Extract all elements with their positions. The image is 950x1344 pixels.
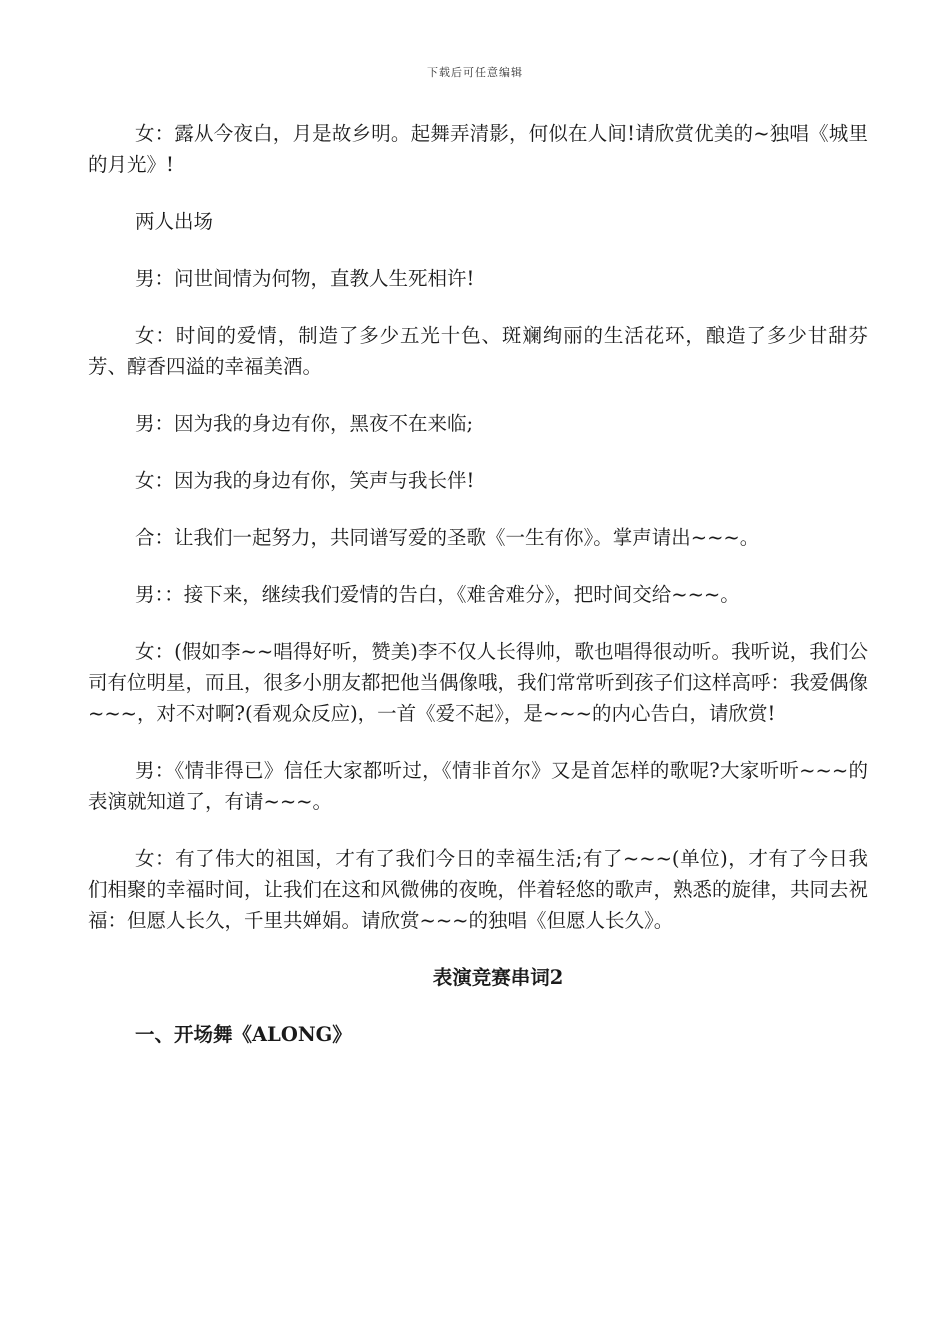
paragraph: 两人出场 <box>135 210 214 233</box>
paragraph: 女：时间的爱情，制造了多少五光十色、斑斓绚丽的生活花环，酿造了多少甘甜芬芳、醇香四溢的幸福美酒。 <box>88 324 868 378</box>
paragraph: 女：有了伟大的祖国，才有了我们今日的幸福生活;有了~~~(单位)，才有了今日我们相聚的幸福时间，让我们在这和风微佛的夜晚，伴着轻悠的歌声，熟悉的旋律，共同去祝福：但愿人长久，千里共婵娟。请欣赏~~~的独唱《但愿人长久》。 <box>88 847 869 932</box>
paragraph: 女：因为我的身边有你，笑声与我长伴! <box>135 469 475 492</box>
paragraph: 女：(假如李~~唱得好听，赞美)李不仅人长得帅，歌也唱得很动听。我听说，我们公司有位明星，而且，很多小朋友都把他当偶像哦，我们常常听到孩子们这样高呼：我爱偶像~~~，对不对啊?(看观众反应)，一首《爱不起》，是~~~的内心告白，请欣赏! <box>88 640 869 725</box>
paragraph: 女：露从今夜白，月是故乡明。起舞弄清影，何似在人间!请欣赏优美的~独唱《城里的月光》! <box>88 122 868 176</box>
paragraph: 男：问世间情为何物，直教人生死相许! <box>135 267 475 290</box>
page-header-note: 下载后可任意编辑 <box>427 66 523 79</box>
subsection-title: 一、开场舞《ALONG》 <box>135 1023 352 1046</box>
paragraph: 男：：接下来，继续我们爱情的告白，《难舍难分》，把时间交给~~~。 <box>135 583 740 606</box>
paragraph: 男：因为我的身边有你，黑夜不在来临; <box>135 412 474 435</box>
document-body <box>88 118 868 1050</box>
paragraph: 合：让我们一起努力，共同谱写爱的圣歌《一生有你》。掌声请出~~~。 <box>135 526 760 549</box>
paragraph: 男：《情非得已》信任大家都听过，《情非首尔》又是首怎样的歌呢?大家听听~~~的表演就知道了，有请~~~。 <box>88 759 868 813</box>
section-title: 表演竞赛串词2 <box>432 966 564 989</box>
